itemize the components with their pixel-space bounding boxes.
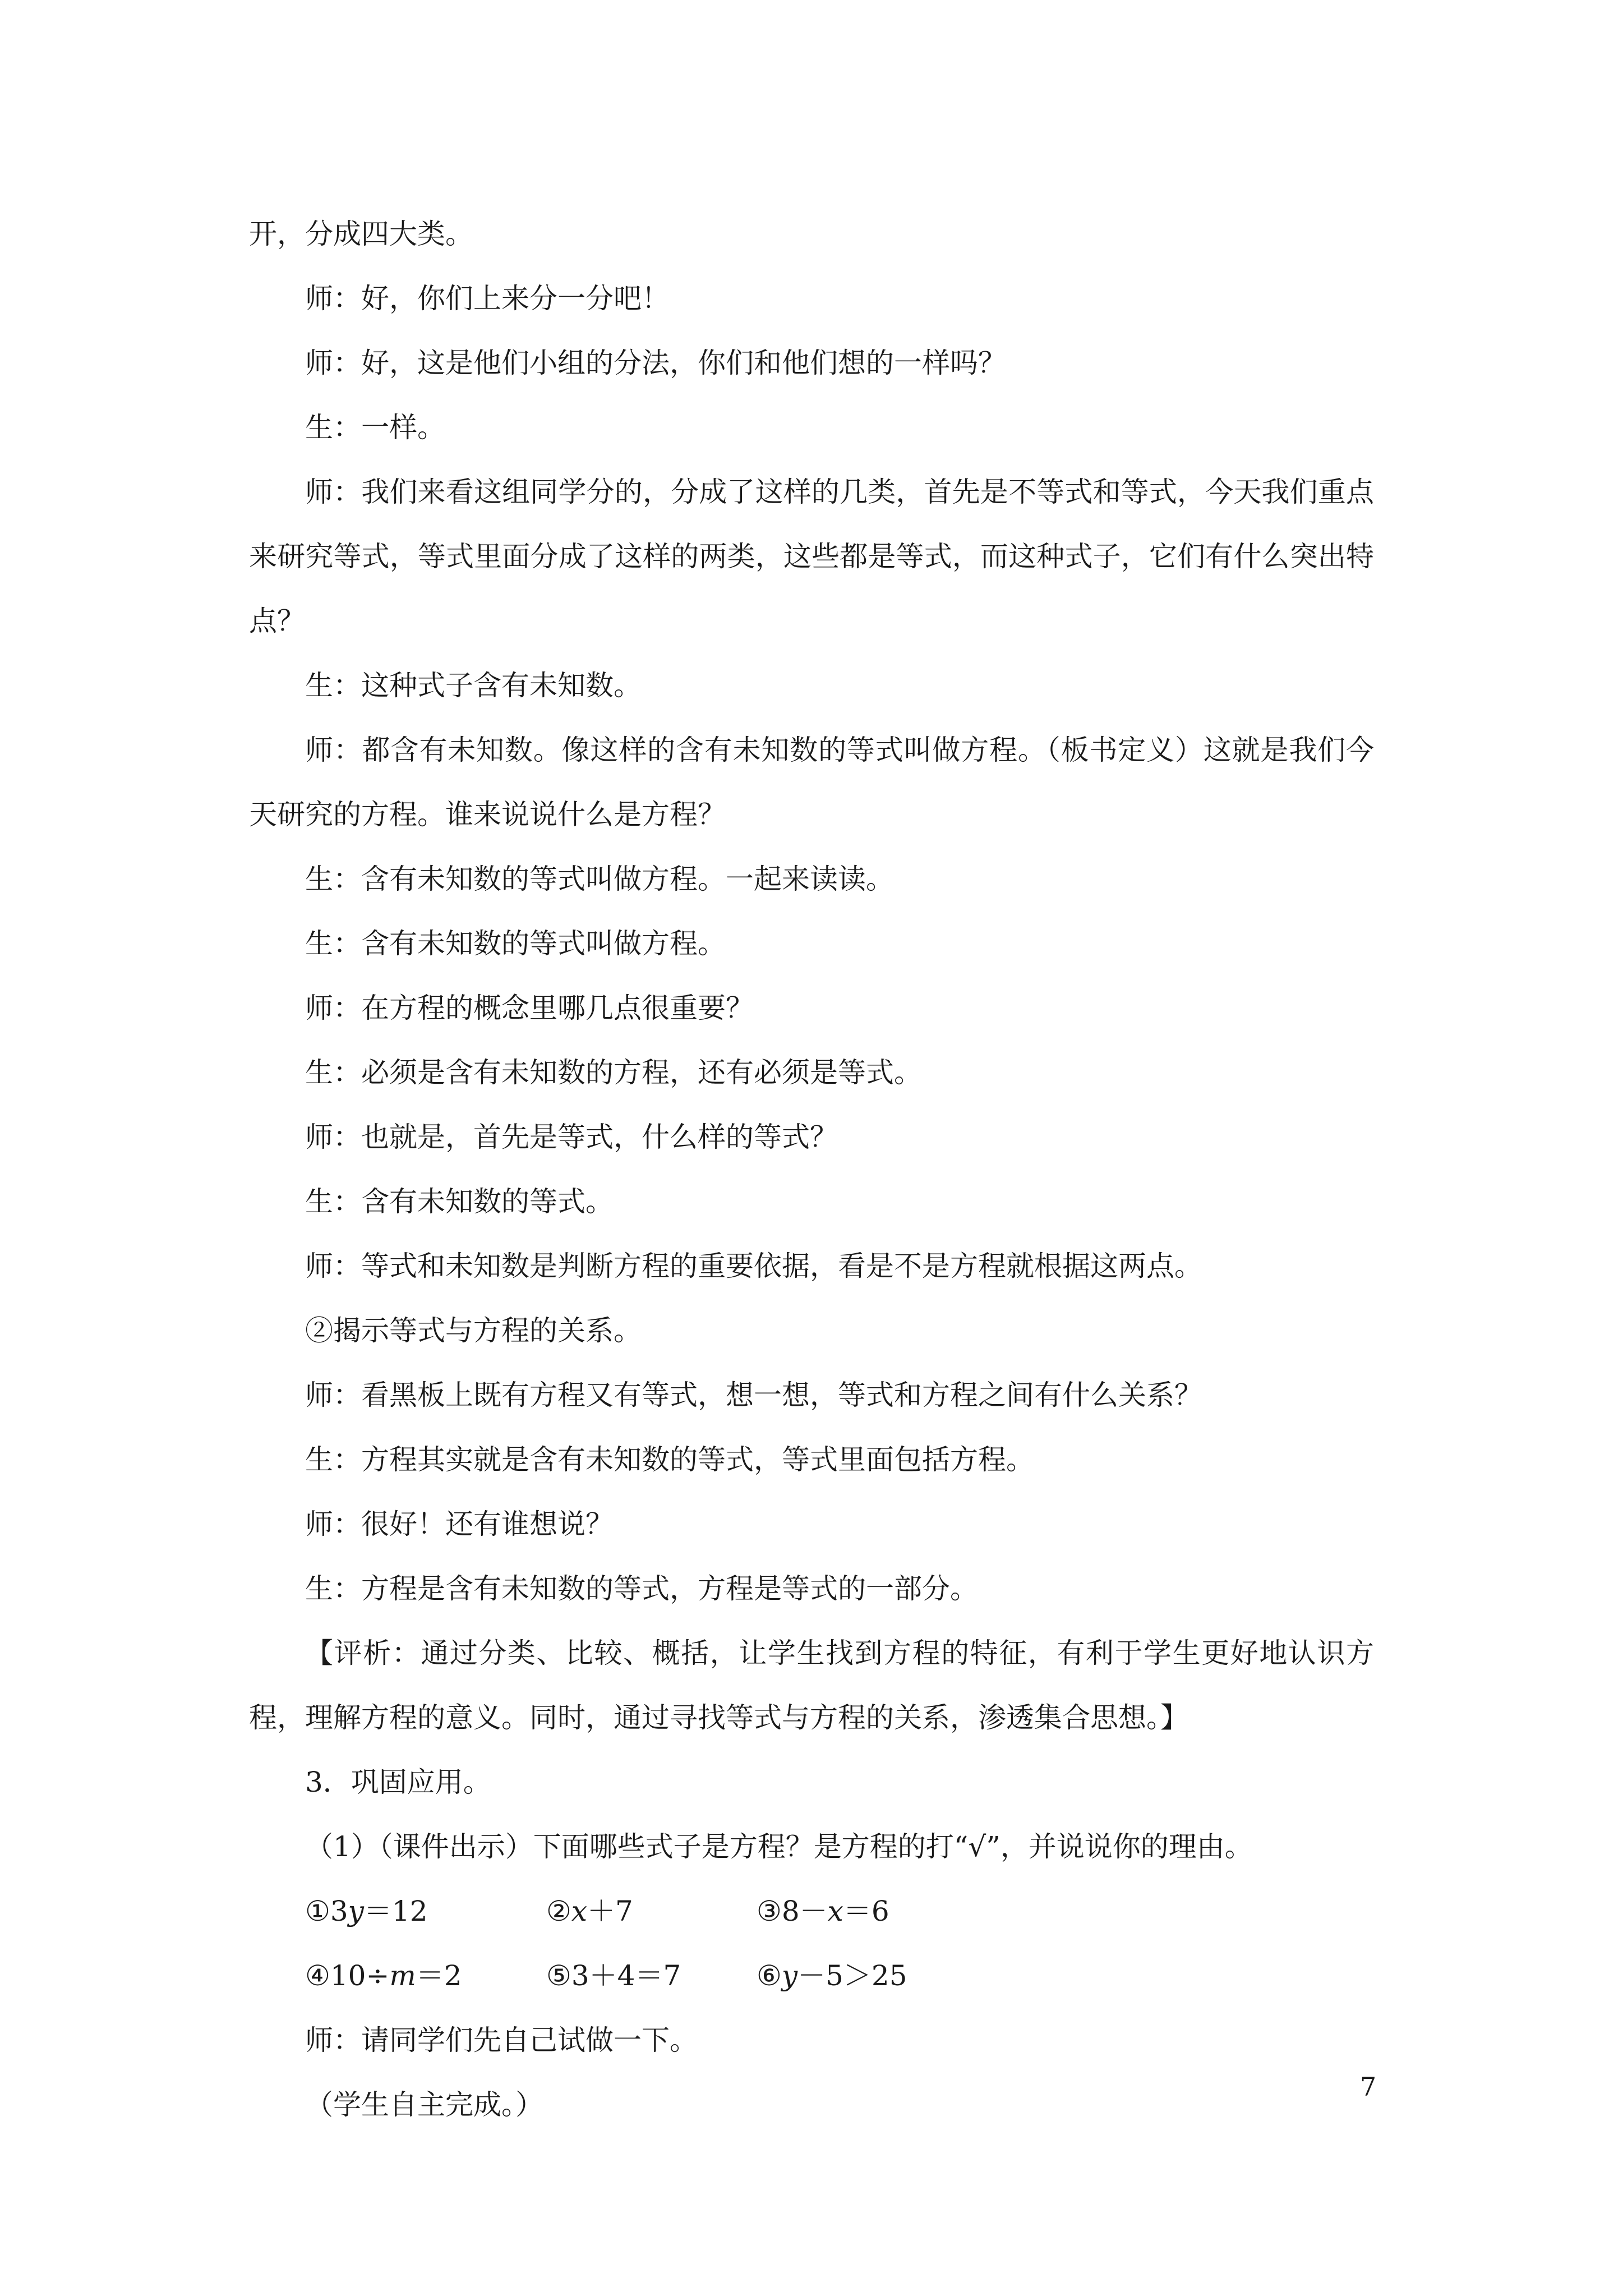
formula-text: ⑤3＋4＝7 [546, 1959, 681, 1992]
formula-text: －5＞25 [797, 1959, 907, 1992]
paragraph: （学生自主完成。） [305, 2088, 543, 2121]
paragraph: 师：在方程的概念里哪几点很重要？ [305, 992, 754, 1024]
formula-text: ④10÷ [305, 1959, 390, 1992]
formula-variable: y [348, 1895, 364, 1927]
formula-row [249, 1944, 1374, 2008]
exercise-prompt: （1）（课件出示）下面哪些式子是方程？是方程的打“√”，并说说你的理由。 [305, 1830, 1253, 1863]
paragraph: 生：方程是含有未知数的等式，方程是等式的一部分。 [305, 1572, 978, 1605]
paragraph: 生：这种式子含有未知数。 [305, 669, 642, 702]
paragraph: 师：很好！还有谁想说？ [305, 1508, 614, 1540]
formula-item [546, 1879, 757, 1944]
paragraph: 师：看黑板上既有方程又有等式，想一想，等式和方程之间有什么关系？ [305, 1379, 1202, 1411]
commentary-paragraph: 【评析：通过分类、比较、概括，让学生找到方程的特征，有利于学生更好地认识方程，理解方程的意义。同时，通过寻找等式与方程的关系，渗透集合思想。】 [249, 1637, 1374, 1734]
page-number: 7 [1360, 2072, 1377, 2102]
formula-variable: x [827, 1895, 843, 1927]
formula-variable: y [781, 1959, 798, 1992]
paragraph: 生：含有未知数的等式叫做方程。 [305, 927, 726, 960]
formula-text: ①3 [305, 1895, 348, 1927]
formula-item [757, 1944, 981, 2008]
formula-variable: x [571, 1895, 588, 1927]
formula-row [249, 1879, 1374, 1944]
paragraph: 师：等式和未知数是判断方程的重要依据，看是不是方程就根据这两点。 [305, 1250, 1202, 1282]
formula-text: ③8－ [757, 1895, 828, 1927]
formula-text: ＋7 [587, 1895, 633, 1927]
paragraph: 师：好，你们上来分一分吧！ [305, 282, 670, 315]
formula-item [757, 1879, 981, 1944]
paragraph: 生：方程其实就是含有未知数的等式，等式里面包括方程。 [305, 1443, 1034, 1476]
formula-item [305, 1944, 546, 2008]
formula-text: ＝12 [363, 1895, 428, 1927]
formula-item [546, 1944, 757, 2008]
formula-item [305, 1879, 546, 1944]
paragraph: 开，分成四大类。 [249, 218, 473, 250]
paragraph: 师：好，这是他们小组的分法，你们和他们想的一样吗？ [305, 347, 1006, 379]
formula-text: ＝6 [843, 1895, 889, 1927]
paragraph: ②揭示等式与方程的关系。 [305, 1314, 642, 1347]
formula-text: ＝2 [416, 1959, 462, 1992]
paragraph: 生：一样。 [305, 411, 445, 444]
paragraph: 师：也就是，首先是等式，什么样的等式？ [305, 1121, 838, 1153]
document-body [249, 202, 1377, 2137]
formula-text: ⑥ [757, 1959, 782, 1992]
formula-variable: m [389, 1959, 416, 1992]
paragraph: 生：含有未知数的等式叫做方程。一起来读读。 [305, 863, 894, 895]
paragraph: 生：含有未知数的等式。 [305, 1185, 614, 1218]
paragraph: 师：我们来看这组同学分的，分成了这样的几类，首先是不等式和等式，今天我们重点来研究等式，等式里面分成了这样的两类，这些都是等式，而这种式子，它们有什么突出特点？ [249, 476, 1374, 637]
paragraph: 师：都含有未知数。像这样的含有未知数的等式叫做方程。（板书定义）这就是我们今天研究的方程。谁来说说什么是方程？ [249, 734, 1374, 831]
formula-text: ② [546, 1895, 571, 1927]
section-heading: 3．巩固应用。 [305, 1766, 491, 1798]
paragraph: 生：必须是含有未知数的方程，还有必须是等式。 [305, 1056, 922, 1089]
paragraph: 师：请同学们先自己试做一下。 [305, 2024, 698, 2056]
